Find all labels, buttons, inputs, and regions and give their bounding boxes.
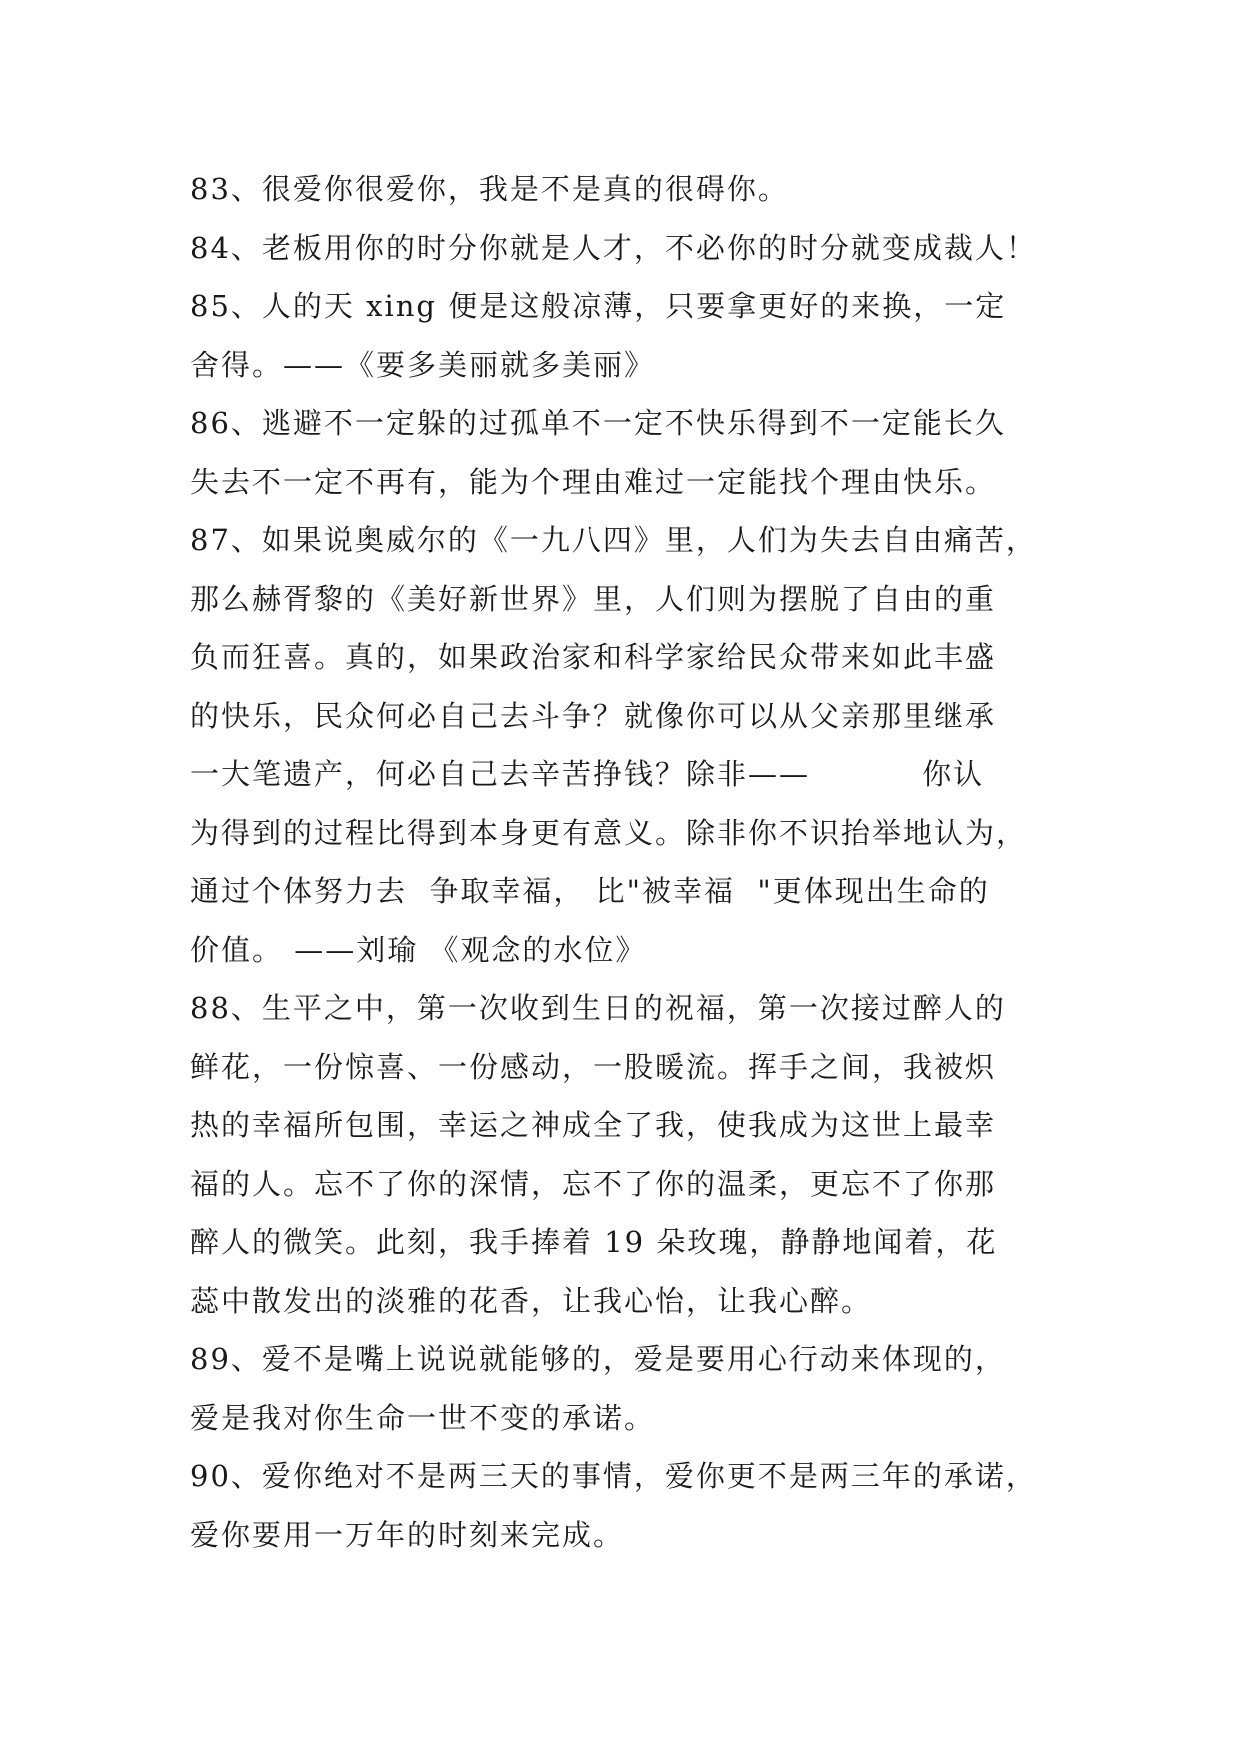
- text-line-7: 87、如果说奥威尔的《一九八四》里，人们为失去自由痛苦，: [190, 523, 1037, 557]
- text-line-5: 86、逃避不一定躲的过孤单不一定不快乐得到不一定能长久: [190, 406, 1006, 440]
- text-line-21: 89、爱不是嘴上说说就能够的，爱是要用心行动来体现的，: [190, 1342, 1006, 1376]
- text-line-15: 88、生平之中，第一次收到生日的祝福，第一次接过醉人的: [190, 991, 1006, 1025]
- text-line-8: 那么赫胥黎的《美好新世界》里，人们则为摆脱了自由的重: [190, 581, 997, 616]
- text-line-6: 失去不一定不再有，能为个理由难过一定能找个理由快乐。: [190, 464, 997, 499]
- text-line-16: 鲜花，一份惊喜、一份感动，一股暖流。挥手之间，我被炽: [190, 1049, 997, 1084]
- text-line-3: 85、人的天 xing 便是这般凉薄，只要拿更好的来换，一定: [190, 289, 1007, 323]
- text-line-18: 福的人。忘不了你的深情，忘不了你的温柔，更忘不了你那: [190, 1166, 997, 1201]
- text-body: [190, 160, 1070, 1564]
- text-line-10: 的快乐，民众何必自己去斗争？就像你可以从父亲那里继承: [190, 698, 997, 733]
- text-line-2: 84、老板用你的时分你就是人才，不必你的时分就变成裁人！: [190, 230, 1037, 265]
- text-line-12: 为得到的过程比得到本身更有意义。除非你不识抬举地认为，: [190, 815, 1028, 850]
- text-line-4: 舍得。——《要多美丽就多美丽》: [190, 347, 656, 382]
- text-line-13: 通过个体努力去 争取幸福， 比"被幸福 "更体现出生命的: [190, 874, 990, 908]
- text-line-14: 价值。 ——刘瑜 《观念的水位》: [190, 932, 647, 967]
- text-line-19: 醉人的微笑。此刻，我手捧着 19 朵玫瑰，静静地闻着，花: [190, 1225, 998, 1259]
- text-line-22: 爱是我对你生命一世不变的承诺。: [190, 1400, 656, 1435]
- text-line-20: 蕊中散发出的淡雅的花香，让我心怡，让我心醉。: [190, 1283, 873, 1318]
- text-line-9: 负而狂喜。真的，如果政治家和科学家给民众带来如此丰盛: [190, 640, 997, 674]
- text-line-11: 一大笔遗产，何必自己去辛苦挣钱？除非—— 你认: [190, 757, 985, 791]
- text-line-24: 爱你要用一万年的时刻来完成。: [190, 1517, 625, 1552]
- text-line-1: 83、很爱你很爱你，我是不是真的很碍你。: [190, 172, 789, 206]
- text-line-17: 热的幸福所包围，幸运之神成全了我，使我成为这世上最幸: [190, 1108, 997, 1142]
- text-line-23: 90、爱你绝对不是两三天的事情，爱你更不是两三年的承诺，: [190, 1459, 1037, 1493]
